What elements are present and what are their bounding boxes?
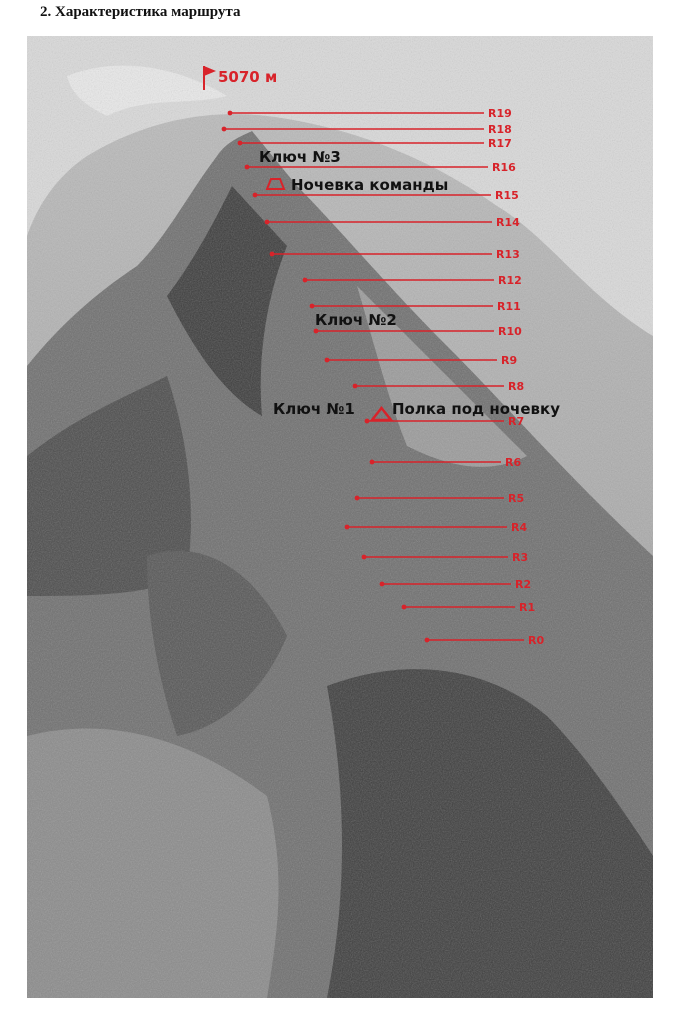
- pitch-label-r15: R15: [495, 189, 519, 202]
- route-topo-svg: [27, 36, 653, 998]
- pitch-label-r5: R5: [508, 492, 525, 505]
- belay-point-r15: [253, 193, 258, 198]
- belay-point-r11: [310, 304, 315, 309]
- belay-point-r0: [425, 638, 430, 643]
- pitch-label-r12: R12: [498, 274, 522, 287]
- section-heading: 2. Характеристика маршрута: [40, 4, 241, 20]
- pitch-label-r19: R19: [488, 107, 512, 120]
- pitch-label-r1: R1: [519, 601, 536, 614]
- belay-point-r6: [370, 460, 375, 465]
- belay-point-r13: [270, 252, 275, 257]
- belay-point-r4: [345, 525, 350, 530]
- belay-point-r17: [238, 141, 243, 146]
- pitch-label-r7: R7: [508, 415, 525, 428]
- key-3-label: Ключ №3: [259, 148, 341, 166]
- belay-point-r8: [353, 384, 358, 389]
- belay-point-r7: [365, 419, 370, 424]
- key-2-label: Ключ №2: [315, 311, 397, 329]
- route-photo: [27, 36, 653, 998]
- belay-point-r19: [228, 111, 233, 116]
- pitch-label-r13: R13: [496, 248, 520, 261]
- key-1-label: Ключ №1: [273, 400, 355, 418]
- pitch-label-r9: R9: [501, 354, 518, 367]
- summit-elevation: 5070 м: [218, 68, 278, 86]
- belay-point-r18: [222, 127, 227, 132]
- pitch-label-r11: R11: [497, 300, 521, 313]
- belay-point-r14: [265, 220, 270, 225]
- pitch-label-r6: R6: [505, 456, 522, 469]
- pitch-label-r2: R2: [515, 578, 532, 591]
- belay-point-r9: [325, 358, 330, 363]
- pitch-label-r16: R16: [492, 161, 516, 174]
- pitch-label-r0: R0: [528, 634, 545, 647]
- belay-point-r10: [314, 329, 319, 334]
- shelf-label: Полка под ночевку: [392, 400, 560, 418]
- pitch-label-r18: R18: [488, 123, 512, 136]
- belay-point-r5: [355, 496, 360, 501]
- pitch-label-r3: R3: [512, 551, 529, 564]
- pitch-label-r14: R14: [496, 216, 520, 229]
- belay-point-r2: [380, 582, 385, 587]
- belay-point-r16: [245, 165, 250, 170]
- pitch-label-r17: R17: [488, 137, 512, 150]
- belay-point-r3: [362, 555, 367, 560]
- pitch-label-r10: R10: [498, 325, 522, 338]
- belay-point-r1: [402, 605, 407, 610]
- pitch-label-r4: R4: [511, 521, 528, 534]
- belay-point-r12: [303, 278, 308, 283]
- camp-team-label: Ночевка команды: [291, 176, 449, 194]
- pitch-label-r8: R8: [508, 380, 525, 393]
